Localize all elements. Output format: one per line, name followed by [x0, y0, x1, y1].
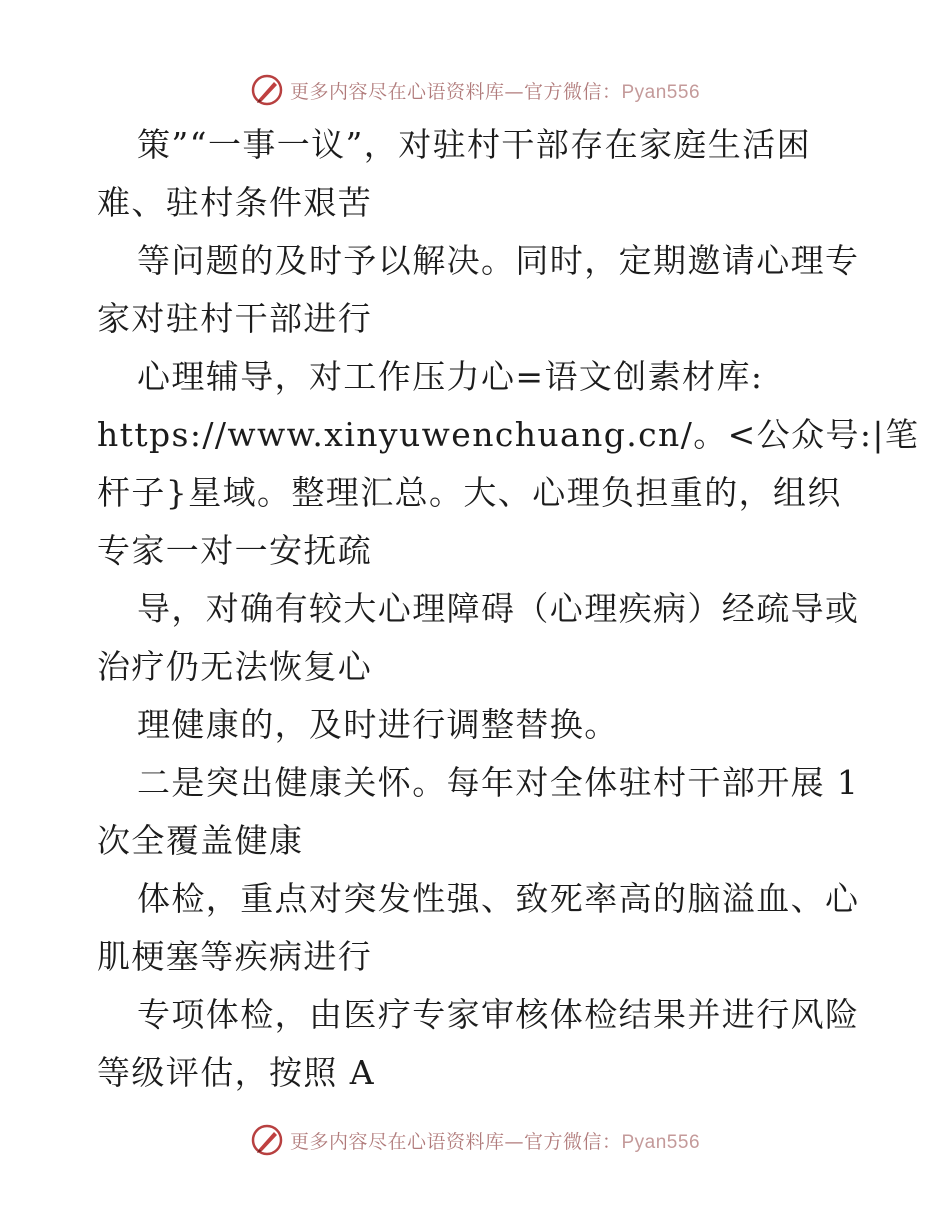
text-line: 专项体检，由医疗专家审核体检结果并进行风险 — [137, 995, 860, 1034]
text-line: https://www.xinyuwenchuang.cn/。<公众号:|笔 — [97, 415, 920, 454]
text-line: 心理辅导，对工作压力心=语文创素材库: — [137, 357, 764, 396]
text-line: 等级评估，按照 A — [97, 1053, 375, 1092]
footer-watermark-banner — [0, 1120, 950, 1160]
text-line: 二是突出健康关怀。每年对全体驻村干部开展 1 — [137, 763, 860, 802]
text-line: 次全覆盖健康 — [97, 821, 304, 860]
text-line: 难、驻村条件艰苦 — [97, 183, 373, 222]
text-line: 体检，重点对突发性强、致死率高的脑溢血、心 — [137, 879, 860, 918]
header-watermark-banner — [0, 70, 950, 110]
watermark-text: 更多内容尽在心语资料库—官方微信：Pyan556 — [289, 80, 701, 103]
text-line: 家对驻村干部进行 — [97, 299, 373, 338]
text-line: 专家一对一安抚疏 — [97, 531, 373, 570]
pen-logo-icon — [250, 1123, 284, 1157]
text-line: 策”“一事一议”，对驻村干部存在家庭生活困 — [137, 125, 812, 164]
text-line: 等问题的及时予以解决。同时，定期邀请心理专 — [137, 241, 860, 280]
pen-logo-icon — [250, 73, 284, 107]
watermark-text: 更多内容尽在心语资料库—官方微信：Pyan556 — [289, 1130, 701, 1153]
document-body — [97, 116, 920, 1102]
text-line: 导，对确有较大心理障碍（心理疾病）经疏导或 — [137, 589, 860, 628]
text-line: 理健康的，及时进行调整替换。 — [137, 705, 619, 744]
text-line: 杆子}星域。整理汇总。大、心理负担重的，组织 — [97, 473, 842, 512]
text-line: 肌梗塞等疾病进行 — [97, 937, 373, 976]
text-line: 治疗仍无法恢复心 — [97, 647, 373, 686]
